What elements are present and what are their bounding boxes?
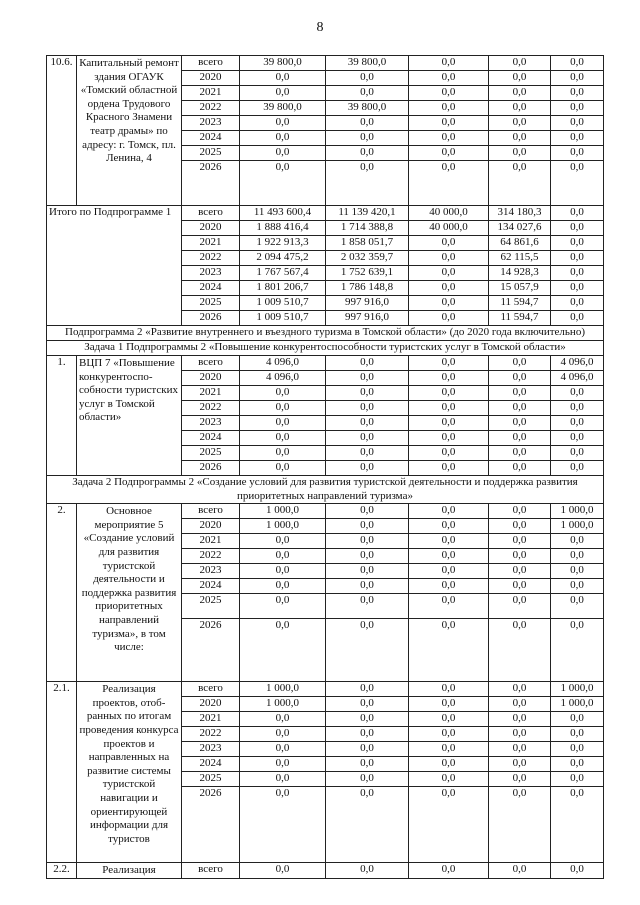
amount-cell: 40 000,0 bbox=[409, 221, 489, 236]
row-number: 2. bbox=[47, 504, 77, 682]
table-row bbox=[47, 356, 604, 371]
year-cell: всего bbox=[182, 682, 240, 697]
amount-cell: 0,0 bbox=[326, 71, 409, 86]
amount-cell: 0,0 bbox=[489, 787, 551, 863]
amount-cell: 0,0 bbox=[240, 86, 326, 101]
amount-cell: 1 858 051,7 bbox=[326, 236, 409, 251]
amount-cell: 0,0 bbox=[489, 697, 551, 712]
activity-name: Реализация bbox=[77, 863, 182, 879]
amount-cell: 0,0 bbox=[326, 146, 409, 161]
year-cell: 2024 bbox=[182, 281, 240, 296]
year-cell: всего bbox=[182, 356, 240, 371]
total-label: Итого по Подпрограмме 1 bbox=[47, 206, 182, 326]
amount-cell: 39 800,0 bbox=[240, 56, 326, 71]
amount-cell: 0,0 bbox=[551, 431, 604, 446]
section-heading: Подпрограмма 2 «Развитие внутреннего и въездного туризма в Томской области» (до 2020 года включительно) bbox=[47, 326, 604, 341]
year-cell: всего bbox=[182, 863, 240, 879]
amount-cell: 0,0 bbox=[551, 71, 604, 86]
amount-cell: 0,0 bbox=[409, 727, 489, 742]
amount-cell: 15 057,9 bbox=[489, 281, 551, 296]
year-cell: 2025 bbox=[182, 594, 240, 619]
amount-cell: 0,0 bbox=[326, 619, 409, 682]
year-cell: 2024 bbox=[182, 579, 240, 594]
year-cell: всего bbox=[182, 56, 240, 71]
amount-cell: 0,0 bbox=[551, 236, 604, 251]
amount-cell: 0,0 bbox=[489, 86, 551, 101]
activity-name: Капитальный ремонт здания ОГАУК «Томский областной ордена Трудового Красного Знамени театр драмы» по адресу: г. Томск, пл. Ленина, 4 bbox=[77, 56, 182, 206]
amount-cell: 0,0 bbox=[489, 356, 551, 371]
amount-cell: 0,0 bbox=[326, 727, 409, 742]
table-row bbox=[47, 682, 604, 697]
amount-cell: 0,0 bbox=[489, 594, 551, 619]
year-cell: 2026 bbox=[182, 619, 240, 682]
amount-cell: 0,0 bbox=[489, 386, 551, 401]
amount-cell: 0,0 bbox=[409, 251, 489, 266]
year-cell: 2023 bbox=[182, 266, 240, 281]
year-cell: 2022 bbox=[182, 727, 240, 742]
year-cell: 2020 bbox=[182, 71, 240, 86]
amount-cell: 1 000,0 bbox=[551, 519, 604, 534]
amount-cell: 0,0 bbox=[326, 161, 409, 206]
section-heading: Задача 1 Подпрограммы 2 «Повышение конкурентоспособности туристских услуг в Томской области» bbox=[47, 341, 604, 356]
amount-cell: 0,0 bbox=[551, 206, 604, 221]
amount-cell: 0,0 bbox=[326, 594, 409, 619]
amount-cell: 0,0 bbox=[551, 386, 604, 401]
amount-cell: 0,0 bbox=[409, 594, 489, 619]
amount-cell: 0,0 bbox=[240, 161, 326, 206]
amount-cell: 0,0 bbox=[489, 161, 551, 206]
year-cell: 2024 bbox=[182, 757, 240, 772]
year-cell: 2025 bbox=[182, 146, 240, 161]
amount-cell: 0,0 bbox=[489, 101, 551, 116]
amount-cell: 0,0 bbox=[551, 787, 604, 863]
amount-cell: 11 594,7 bbox=[489, 311, 551, 326]
amount-cell: 314 180,3 bbox=[489, 206, 551, 221]
amount-cell: 0,0 bbox=[409, 71, 489, 86]
amount-cell: 0,0 bbox=[551, 446, 604, 461]
amount-cell: 62 115,5 bbox=[489, 251, 551, 266]
amount-cell: 1 752 639,1 bbox=[326, 266, 409, 281]
amount-cell: 0,0 bbox=[326, 682, 409, 697]
amount-cell: 0,0 bbox=[409, 116, 489, 131]
amount-cell: 1 888 416,4 bbox=[240, 221, 326, 236]
amount-cell: 0,0 bbox=[551, 461, 604, 476]
amount-cell: 0,0 bbox=[240, 446, 326, 461]
amount-cell: 1 801 206,7 bbox=[240, 281, 326, 296]
amount-cell: 0,0 bbox=[326, 416, 409, 431]
year-cell: 2024 bbox=[182, 431, 240, 446]
amount-cell: 0,0 bbox=[551, 86, 604, 101]
amount-cell: 134 027,6 bbox=[489, 221, 551, 236]
year-cell: 2021 bbox=[182, 534, 240, 549]
section-heading-row bbox=[47, 476, 604, 504]
amount-cell: 0,0 bbox=[409, 401, 489, 416]
amount-cell: 0,0 bbox=[240, 401, 326, 416]
year-cell: 2026 bbox=[182, 787, 240, 863]
amount-cell: 0,0 bbox=[489, 712, 551, 727]
amount-cell: 0,0 bbox=[489, 564, 551, 579]
amount-cell: 0,0 bbox=[240, 564, 326, 579]
amount-cell: 0,0 bbox=[409, 431, 489, 446]
table-row bbox=[47, 206, 604, 221]
amount-cell: 2 032 359,7 bbox=[326, 251, 409, 266]
amount-cell: 0,0 bbox=[551, 772, 604, 787]
amount-cell: 0,0 bbox=[326, 564, 409, 579]
amount-cell: 0,0 bbox=[409, 56, 489, 71]
amount-cell: 1 000,0 bbox=[551, 682, 604, 697]
amount-cell: 0,0 bbox=[326, 787, 409, 863]
year-cell: всего bbox=[182, 206, 240, 221]
amount-cell: 0,0 bbox=[409, 356, 489, 371]
amount-cell: 0,0 bbox=[240, 116, 326, 131]
amount-cell: 11 594,7 bbox=[489, 296, 551, 311]
row-number: 10.6. bbox=[47, 56, 77, 206]
amount-cell: 0,0 bbox=[551, 146, 604, 161]
year-cell: 2022 bbox=[182, 101, 240, 116]
amount-cell: 0,0 bbox=[240, 549, 326, 564]
amount-cell: 0,0 bbox=[489, 131, 551, 146]
amount-cell: 0,0 bbox=[551, 56, 604, 71]
amount-cell: 0,0 bbox=[240, 742, 326, 757]
amount-cell: 0,0 bbox=[326, 519, 409, 534]
budget-table-body bbox=[47, 56, 604, 879]
amount-cell: 4 096,0 bbox=[240, 356, 326, 371]
amount-cell: 1 767 567,4 bbox=[240, 266, 326, 281]
amount-cell: 997 916,0 bbox=[326, 296, 409, 311]
amount-cell: 0,0 bbox=[409, 446, 489, 461]
amount-cell: 0,0 bbox=[489, 446, 551, 461]
amount-cell: 39 800,0 bbox=[326, 56, 409, 71]
amount-cell: 0,0 bbox=[409, 236, 489, 251]
amount-cell: 0,0 bbox=[551, 757, 604, 772]
amount-cell: 0,0 bbox=[551, 401, 604, 416]
amount-cell: 0,0 bbox=[551, 251, 604, 266]
year-cell: 2025 bbox=[182, 772, 240, 787]
amount-cell: 0,0 bbox=[551, 712, 604, 727]
amount-cell: 0,0 bbox=[551, 863, 604, 879]
amount-cell: 1 000,0 bbox=[240, 519, 326, 534]
amount-cell: 0,0 bbox=[240, 386, 326, 401]
amount-cell: 0,0 bbox=[326, 712, 409, 727]
amount-cell: 0,0 bbox=[326, 401, 409, 416]
amount-cell: 0,0 bbox=[326, 356, 409, 371]
amount-cell: 0,0 bbox=[326, 534, 409, 549]
year-cell: 2020 bbox=[182, 221, 240, 236]
amount-cell: 0,0 bbox=[489, 56, 551, 71]
amount-cell: 0,0 bbox=[409, 311, 489, 326]
amount-cell: 0,0 bbox=[326, 371, 409, 386]
year-cell: 2025 bbox=[182, 446, 240, 461]
amount-cell: 0,0 bbox=[326, 86, 409, 101]
amount-cell: 0,0 bbox=[409, 757, 489, 772]
activity-name: ВЦП 7 «Повышение конкурентоспо-собности туристских услуг в Томской области» bbox=[77, 356, 182, 476]
year-cell: 2021 bbox=[182, 86, 240, 101]
amount-cell: 1 922 913,3 bbox=[240, 236, 326, 251]
amount-cell: 0,0 bbox=[240, 416, 326, 431]
amount-cell: 0,0 bbox=[489, 519, 551, 534]
amount-cell: 1 714 388,8 bbox=[326, 221, 409, 236]
amount-cell: 0,0 bbox=[409, 296, 489, 311]
amount-cell: 0,0 bbox=[240, 757, 326, 772]
amount-cell: 40 000,0 bbox=[409, 206, 489, 221]
amount-cell: 0,0 bbox=[240, 712, 326, 727]
amount-cell: 0,0 bbox=[551, 619, 604, 682]
amount-cell: 0,0 bbox=[240, 863, 326, 879]
amount-cell: 0,0 bbox=[489, 504, 551, 519]
amount-cell: 0,0 bbox=[240, 772, 326, 787]
year-cell: 2021 bbox=[182, 236, 240, 251]
amount-cell: 0,0 bbox=[240, 534, 326, 549]
amount-cell: 0,0 bbox=[409, 564, 489, 579]
amount-cell: 0,0 bbox=[551, 266, 604, 281]
amount-cell: 0,0 bbox=[326, 461, 409, 476]
amount-cell: 39 800,0 bbox=[240, 101, 326, 116]
amount-cell: 0,0 bbox=[489, 416, 551, 431]
amount-cell: 997 916,0 bbox=[326, 311, 409, 326]
amount-cell: 1 000,0 bbox=[551, 697, 604, 712]
amount-cell: 0,0 bbox=[409, 416, 489, 431]
year-cell: всего bbox=[182, 504, 240, 519]
amount-cell: 0,0 bbox=[326, 446, 409, 461]
amount-cell: 0,0 bbox=[551, 579, 604, 594]
amount-cell: 0,0 bbox=[240, 579, 326, 594]
amount-cell: 0,0 bbox=[409, 461, 489, 476]
amount-cell: 1 000,0 bbox=[240, 504, 326, 519]
amount-cell: 0,0 bbox=[409, 131, 489, 146]
amount-cell: 11 493 600,4 bbox=[240, 206, 326, 221]
amount-cell: 0,0 bbox=[489, 863, 551, 879]
amount-cell: 0,0 bbox=[551, 296, 604, 311]
amount-cell: 0,0 bbox=[489, 727, 551, 742]
amount-cell: 0,0 bbox=[409, 682, 489, 697]
amount-cell: 0,0 bbox=[551, 534, 604, 549]
amount-cell: 4 096,0 bbox=[551, 371, 604, 386]
page-number: 8 bbox=[316, 20, 324, 35]
amount-cell: 0,0 bbox=[409, 371, 489, 386]
amount-cell: 0,0 bbox=[326, 757, 409, 772]
amount-cell: 39 800,0 bbox=[326, 101, 409, 116]
amount-cell: 0,0 bbox=[409, 86, 489, 101]
year-cell: 2020 bbox=[182, 519, 240, 534]
amount-cell: 0,0 bbox=[409, 787, 489, 863]
amount-cell: 0,0 bbox=[551, 281, 604, 296]
year-cell: 2026 bbox=[182, 461, 240, 476]
year-cell: 2022 bbox=[182, 401, 240, 416]
amount-cell: 0,0 bbox=[489, 534, 551, 549]
amount-cell: 0,0 bbox=[409, 161, 489, 206]
amount-cell: 0,0 bbox=[326, 386, 409, 401]
amount-cell: 0,0 bbox=[240, 787, 326, 863]
amount-cell: 1 000,0 bbox=[240, 697, 326, 712]
row-number: 1. bbox=[47, 356, 77, 476]
amount-cell: 0,0 bbox=[409, 534, 489, 549]
amount-cell: 0,0 bbox=[489, 579, 551, 594]
year-cell: 2020 bbox=[182, 697, 240, 712]
amount-cell: 0,0 bbox=[240, 594, 326, 619]
amount-cell: 0,0 bbox=[409, 266, 489, 281]
amount-cell: 0,0 bbox=[551, 549, 604, 564]
amount-cell: 0,0 bbox=[551, 727, 604, 742]
amount-cell: 0,0 bbox=[551, 564, 604, 579]
amount-cell: 0,0 bbox=[409, 579, 489, 594]
year-cell: 2024 bbox=[182, 131, 240, 146]
year-cell: 2026 bbox=[182, 311, 240, 326]
activity-name: Основное мероприятие 5 «Создание условий для развития туристской деятельности и поддержка развития приоритетных направлений туризма», в том числе: bbox=[77, 504, 182, 682]
amount-cell: 0,0 bbox=[489, 619, 551, 682]
year-cell: 2023 bbox=[182, 742, 240, 757]
amount-cell: 0,0 bbox=[409, 549, 489, 564]
amount-cell: 0,0 bbox=[326, 504, 409, 519]
amount-cell: 0,0 bbox=[240, 619, 326, 682]
amount-cell: 11 139 420,1 bbox=[326, 206, 409, 221]
amount-cell: 0,0 bbox=[326, 772, 409, 787]
amount-cell: 1 786 148,8 bbox=[326, 281, 409, 296]
amount-cell: 0,0 bbox=[409, 742, 489, 757]
amount-cell: 0,0 bbox=[409, 504, 489, 519]
activity-name: Реализация проектов, отоб-ранных по итогам проведения конкурса проектов и направленных на развитие системы туристской навигации и ориентирующей информации для туристов bbox=[77, 682, 182, 863]
amount-cell: 0,0 bbox=[489, 772, 551, 787]
amount-cell: 0,0 bbox=[326, 549, 409, 564]
amount-cell: 0,0 bbox=[409, 519, 489, 534]
amount-cell: 0,0 bbox=[489, 682, 551, 697]
amount-cell: 0,0 bbox=[409, 772, 489, 787]
year-cell: 2020 bbox=[182, 371, 240, 386]
amount-cell: 4 096,0 bbox=[240, 371, 326, 386]
year-cell: 2023 bbox=[182, 564, 240, 579]
amount-cell: 0,0 bbox=[551, 594, 604, 619]
amount-cell: 1 009 510,7 bbox=[240, 296, 326, 311]
amount-cell: 0,0 bbox=[489, 401, 551, 416]
amount-cell: 0,0 bbox=[551, 161, 604, 206]
amount-cell: 0,0 bbox=[409, 619, 489, 682]
amount-cell: 0,0 bbox=[551, 101, 604, 116]
amount-cell: 0,0 bbox=[551, 416, 604, 431]
amount-cell: 0,0 bbox=[551, 311, 604, 326]
amount-cell: 0,0 bbox=[326, 697, 409, 712]
amount-cell: 0,0 bbox=[551, 742, 604, 757]
amount-cell: 0,0 bbox=[551, 131, 604, 146]
amount-cell: 0,0 bbox=[240, 146, 326, 161]
amount-cell: 0,0 bbox=[409, 712, 489, 727]
amount-cell: 0,0 bbox=[326, 131, 409, 146]
year-cell: 2023 bbox=[182, 116, 240, 131]
amount-cell: 0,0 bbox=[326, 431, 409, 446]
amount-cell: 0,0 bbox=[409, 146, 489, 161]
amount-cell: 0,0 bbox=[326, 116, 409, 131]
amount-cell: 0,0 bbox=[240, 431, 326, 446]
amount-cell: 0,0 bbox=[489, 757, 551, 772]
amount-cell: 14 928,3 bbox=[489, 266, 551, 281]
amount-cell: 4 096,0 bbox=[551, 356, 604, 371]
amount-cell: 0,0 bbox=[489, 461, 551, 476]
amount-cell: 0,0 bbox=[326, 863, 409, 879]
amount-cell: 0,0 bbox=[409, 386, 489, 401]
section-heading-row bbox=[47, 341, 604, 356]
amount-cell: 1 009 510,7 bbox=[240, 311, 326, 326]
amount-cell: 0,0 bbox=[409, 697, 489, 712]
year-cell: 2025 bbox=[182, 296, 240, 311]
amount-cell: 0,0 bbox=[326, 742, 409, 757]
section-heading: Задача 2 Подпрограммы 2 «Создание условий для развития туристской деятельности и поддержка развития приоритетных направлений туризма» bbox=[47, 476, 604, 504]
table-row bbox=[47, 56, 604, 71]
amount-cell: 0,0 bbox=[489, 71, 551, 86]
amount-cell: 0,0 bbox=[551, 221, 604, 236]
amount-cell: 2 094 475,2 bbox=[240, 251, 326, 266]
amount-cell: 0,0 bbox=[489, 146, 551, 161]
amount-cell: 0,0 bbox=[489, 742, 551, 757]
amount-cell: 0,0 bbox=[240, 727, 326, 742]
table-row bbox=[47, 863, 604, 879]
table-row bbox=[47, 504, 604, 519]
year-cell: 2022 bbox=[182, 251, 240, 266]
amount-cell: 0,0 bbox=[326, 579, 409, 594]
year-cell: 2023 bbox=[182, 416, 240, 431]
amount-cell: 0,0 bbox=[489, 371, 551, 386]
amount-cell: 0,0 bbox=[489, 549, 551, 564]
amount-cell: 0,0 bbox=[240, 71, 326, 86]
amount-cell: 0,0 bbox=[551, 116, 604, 131]
amount-cell: 0,0 bbox=[489, 431, 551, 446]
year-cell: 2022 bbox=[182, 549, 240, 564]
row-number: 2.1. bbox=[47, 682, 77, 863]
year-cell: 2021 bbox=[182, 386, 240, 401]
amount-cell: 1 000,0 bbox=[551, 504, 604, 519]
amount-cell: 0,0 bbox=[489, 116, 551, 131]
amount-cell: 64 861,6 bbox=[489, 236, 551, 251]
year-cell: 2021 bbox=[182, 712, 240, 727]
amount-cell: 0,0 bbox=[409, 281, 489, 296]
amount-cell: 0,0 bbox=[409, 101, 489, 116]
year-cell: 2026 bbox=[182, 161, 240, 206]
section-heading-row bbox=[47, 326, 604, 341]
amount-cell: 1 000,0 bbox=[240, 682, 326, 697]
amount-cell: 0,0 bbox=[240, 131, 326, 146]
budget-table bbox=[46, 55, 604, 879]
row-number: 2.2. bbox=[47, 863, 77, 879]
amount-cell: 0,0 bbox=[409, 863, 489, 879]
amount-cell: 0,0 bbox=[240, 461, 326, 476]
